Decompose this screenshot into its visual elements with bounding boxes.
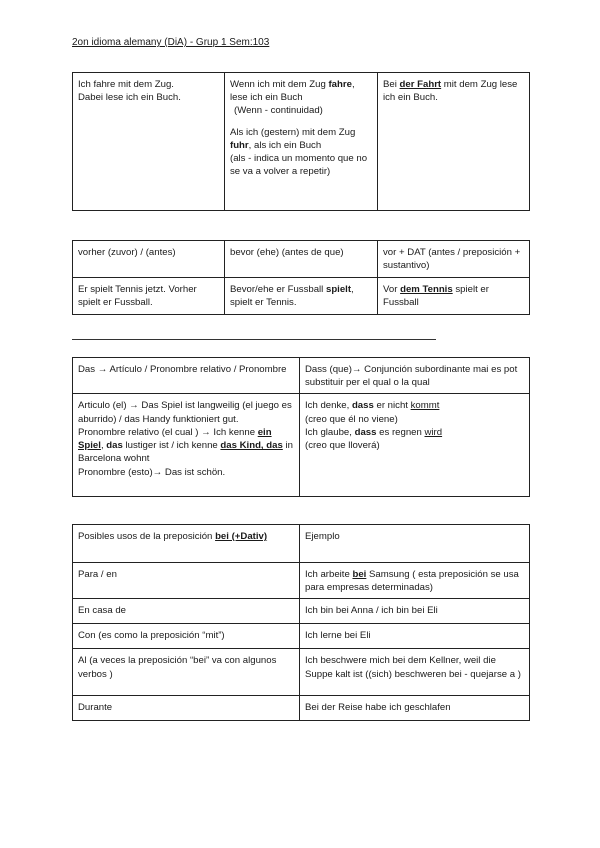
- dass-examples: [300, 394, 530, 497]
- das-pronombre: Pronombre (esto)→ Das ist schön.: [78, 466, 226, 478]
- das-relativo: Pronombre relativo (el cual ) → Ich kenne ein Spiel, das lustiger ist / ich kenne das Kind, das in Barcelona wohnt: [78, 426, 293, 465]
- das-articulo: Articulo (el) → Das Spiel ist langweilig (el juego es aburrido) / das Handy funktioniert gut.: [78, 400, 292, 425]
- example-vor: Vor dem Tennis spielt er Fussball: [378, 278, 530, 315]
- example-vorher: Er spielt Tennis jetzt. Vorher spielt er Fussball.: [73, 278, 225, 315]
- dass-example-2: Ich glaube, dass es regnen wird: [305, 426, 443, 438]
- cell-bei-fahrt: [378, 73, 530, 211]
- table-row: [73, 624, 530, 649]
- use-cell: Con (es como la preposición “mit”): [73, 624, 300, 649]
- table-row: [73, 696, 530, 721]
- header-das: Das → Artículo / Pronombre relativo / Pronombre: [73, 358, 300, 394]
- header-bevor: bevor (ehe) (antes de que): [225, 241, 378, 278]
- use-cell: Al (a veces la preposición “bei” va con algunos verbos ): [73, 649, 300, 696]
- table-row: [73, 649, 530, 696]
- als-sentence: Als ich (gestern) mit dem Zug fuhr, als ich ein Buch: [230, 126, 356, 151]
- bei-sentence: Bei der Fahrt mit dem Zug lese ich ein Buch.: [383, 79, 518, 104]
- cell-wenn-als: [225, 73, 378, 211]
- use-cell: Para / en: [73, 563, 300, 599]
- dass-example-1: Ich denke, dass er nicht kommt: [305, 400, 440, 412]
- example-cell: Ich arbeite bei Samsung ( esta preposición se usa para empresas determinadas): [300, 563, 530, 599]
- document-header: 2on idioma alemany (DiA) - Grup 1 Sem:103: [72, 37, 270, 48]
- use-cell: Durante: [73, 696, 300, 721]
- wenn-sentence: Wenn ich mit dem Zug fahre, lese ich ein Buch: [230, 79, 355, 104]
- header-vorher: vorher (zuvor) / (antes): [73, 241, 225, 278]
- table-row: [73, 563, 530, 599]
- wenn-note: (Wenn - continuidad): [234, 105, 323, 117]
- example-cell: Ich lerne bei Eli: [300, 624, 530, 649]
- dass-note-1: (creo que él no viene): [305, 413, 398, 425]
- separator-line: [72, 339, 436, 340]
- example-bevor: Bevor/ehe er Fussball spielt, spielt er Tennis.: [225, 278, 378, 315]
- example-cell: Ich beschwere mich bei dem Kellner, weil die Suppe kalt ist ((sich) beschweren bei - quejarse a ): [300, 649, 530, 696]
- example-cell: Ich bin bei Anna / ich bin bei Eli: [300, 599, 530, 624]
- table-vorher-bevor-vor: [72, 240, 530, 315]
- table-das-dass: [72, 357, 530, 497]
- use-cell: En casa de: [73, 599, 300, 624]
- example-cell: Bei der Reise habe ich geschlafen: [300, 696, 530, 721]
- text-line: Dabei lese ich ein Buch.: [78, 92, 181, 104]
- header-dass: Dass (que)→ Conjunción subordinante mai es pot substituir per el qual o la qual: [300, 358, 530, 394]
- header-usos: Posibles usos de la preposición bei (+Dativ): [73, 525, 300, 563]
- header-ejemplo: Ejemplo: [300, 525, 530, 563]
- table-row: [73, 599, 530, 624]
- text-line: Ich fahre mit dem Zug.: [78, 79, 174, 90]
- dass-note-2: (creo que lloverá): [305, 440, 380, 452]
- das-examples: [73, 394, 300, 497]
- header-vor: vor + DAT (antes / preposición + sustantivo): [378, 241, 530, 278]
- cell-dabei: [73, 73, 225, 211]
- table-bei-uses: [72, 524, 530, 721]
- table-fahren-examples: [72, 72, 530, 211]
- als-note: (als - indica un momento que no se va a volver a repetir): [230, 153, 368, 178]
